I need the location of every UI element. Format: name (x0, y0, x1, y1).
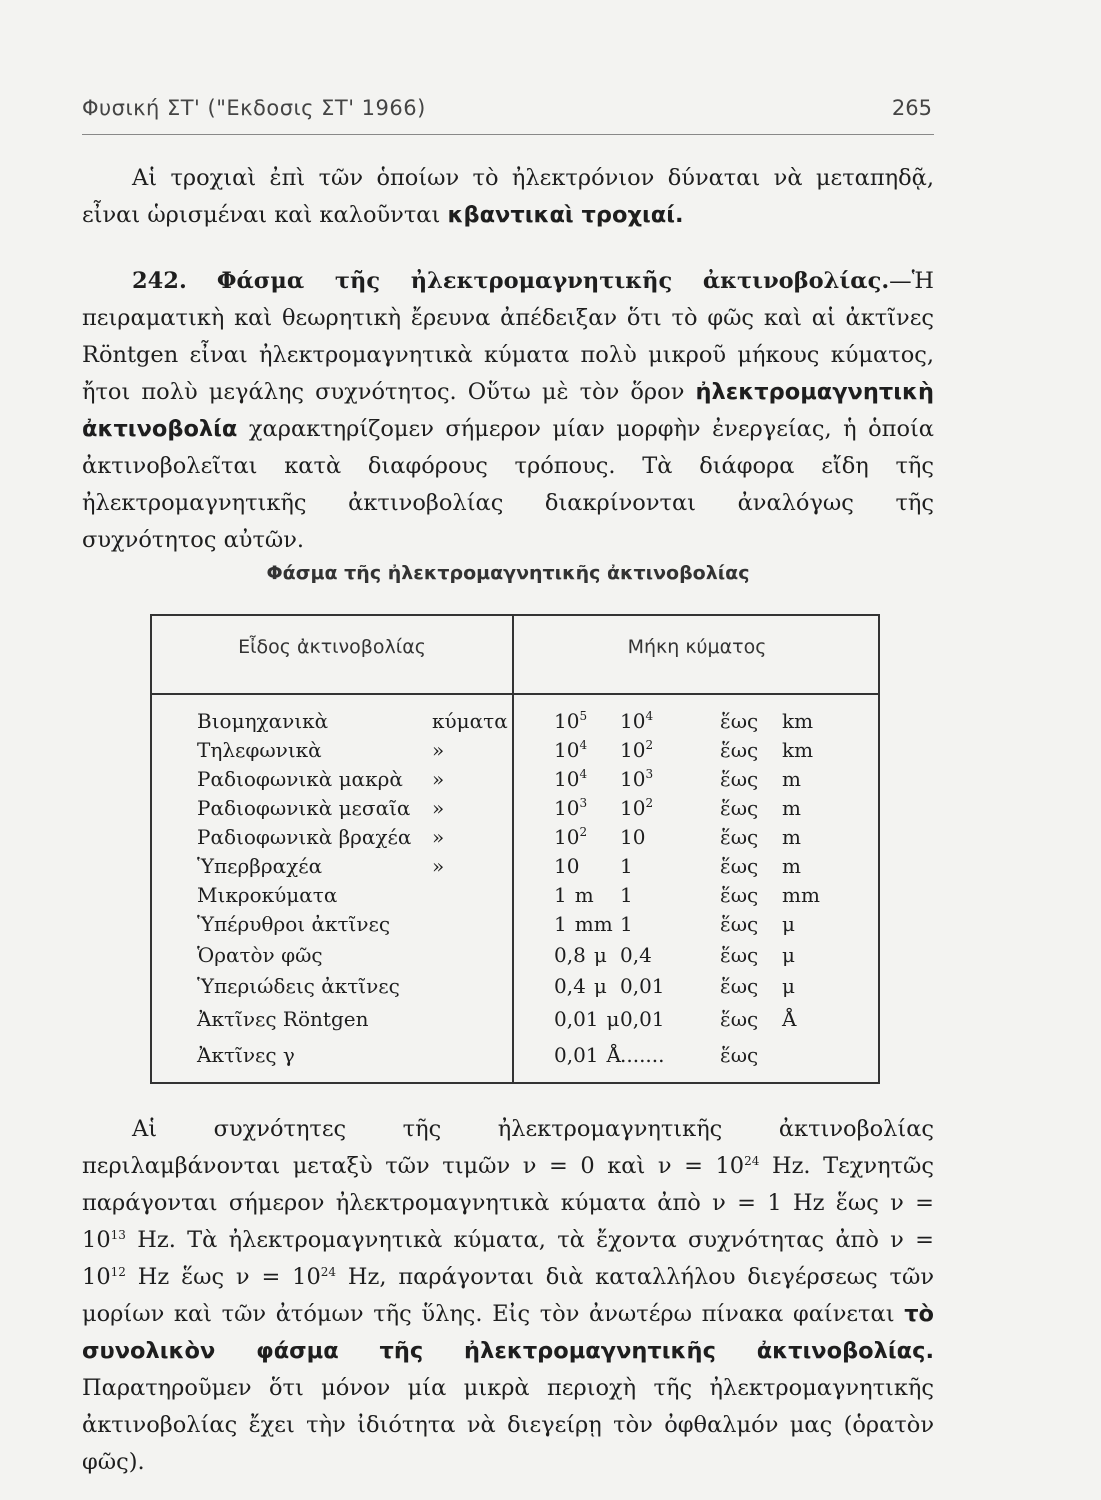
section-heading: Φάσμα τῆς ἠλεκτρομαγνητικῆς ἀκτινοβολίας. (216, 268, 890, 294)
paragraph-text: Παρατηροῦμεν ὅτι μόνον μία μικρὰ περιοχὴ τῆς ἠλεκτρομαγνητικῆς ἀκτινοβολίας ἔχει τὴν ἰδιότητα νὰ διεγείρῃ τὸν ὀφθαλμόν μας (ὁρατὸν φῶς). (82, 1375, 934, 1475)
radiation-type: Βιομηχανικὰ (197, 709, 329, 733)
section-number: 242. (132, 268, 187, 294)
table-row (152, 1004, 882, 1034)
value-base: 10 (620, 767, 646, 791)
wavelength-unit: km (782, 709, 814, 733)
range-word: ἕως (720, 883, 759, 907)
wavelength-from (554, 793, 595, 823)
table-row (152, 764, 882, 794)
wavelength-unit: km (782, 738, 814, 762)
wavelength-from (554, 1040, 621, 1070)
range-word: ἕως (720, 1007, 759, 1031)
range-word: ἕως (720, 825, 759, 849)
radiation-type: Ὑπέρυθροι ἀκτῖνες (197, 912, 391, 936)
value-unit: Å (606, 1043, 621, 1067)
wavelength-to (620, 971, 665, 1001)
value-base: 10 (554, 738, 580, 762)
header-divider (152, 693, 878, 695)
wavelength-unit: mm (782, 883, 820, 907)
exponent: 3 (645, 767, 654, 781)
running-header (82, 96, 932, 132)
ditto-mark: » (432, 825, 445, 849)
radiation-type: Μικροκύματα (197, 883, 338, 907)
value-base: ....... (620, 1043, 665, 1067)
value-base: 1 (554, 883, 567, 907)
exponent: 4 (579, 767, 588, 781)
table-row (152, 706, 882, 736)
value-base: 10 (554, 796, 580, 820)
paragraph-text: Hz. Τεχνητῶς παράγονται σήμερον ἠλεκτρομαγνητικὰ κύματα ἀπὸ ν = 1 Hz ἕως ν = 10 (82, 1153, 934, 1253)
value-base: 10 (620, 825, 646, 849)
value-unit: μ (593, 974, 607, 998)
exponent: 2 (645, 796, 654, 810)
wavelength-to (620, 822, 645, 852)
exponent: 2 (579, 825, 588, 839)
range-word: ἕως (720, 738, 759, 762)
wavelength-unit: μ (782, 912, 795, 936)
value-base: 0,8 (554, 943, 586, 967)
wavelength-from (554, 851, 587, 881)
radiation-type: Τηλεφωνικὰ (197, 738, 322, 762)
radiation-type: Ἀκτῖνες γ (197, 1043, 295, 1067)
range-word: ἕως (720, 767, 759, 791)
table-caption: Φάσμα τῆς ἠλεκτρομαγνητικῆς ἀκτινοβολίας (266, 562, 750, 584)
section-text-a: —Ἡ πειραματικὴ καὶ θεωρητικὴ ἔρευνα ἀπέδειξαν ὅτι τὸ φῶς καὶ αἱ ἀκτῖνες Röntgen εἶναι ἠλεκτρομαγνητικὰ κύματα πολὺ μικροῦ μήκους κύματος, ἤτοι πολὺ μεγάλης συχνότητος. Οὕτω μὲ τὸν ὅρον (82, 268, 934, 405)
bold-term: κβαντικαὶ τροχιαί. (447, 202, 684, 228)
wavelength-unit: m (782, 767, 801, 791)
spectrum-table (150, 614, 880, 1084)
range-word: ἕως (720, 854, 759, 878)
wavelength-to (620, 764, 653, 794)
ditto-mark: » (432, 767, 445, 791)
wavelength-from (554, 909, 613, 939)
value-base: 0,4 (620, 943, 652, 967)
wavelength-to (620, 735, 653, 765)
value-base: 10 (620, 796, 646, 820)
bold-term: τὸ συνολικὸν φάσμα τῆς ἠλεκτρομαγνητικῆς ἀκτινοβολίας. (82, 1301, 935, 1364)
wavelength-to (620, 706, 653, 736)
radiation-type: Ὁρατὸν φῶς (197, 943, 323, 967)
ditto-mark: » (432, 738, 445, 762)
value-base: 0,01 (620, 974, 665, 998)
wavelength-from (554, 822, 595, 852)
wavelength-unit: m (782, 796, 801, 820)
paragraph-text: Hz, παράγονται διὰ καταλλήλου διεγέρσεως τῶν μορίων καὶ τῶν ἀτόμων τῆς ὕλης. Εἰς τὸν ἀνωτέρω πίνακα φαίνεται (82, 1264, 934, 1327)
value-base: 0,01 (554, 1007, 599, 1031)
ditto-mark: » (432, 854, 445, 878)
exponent: 2 (645, 738, 654, 752)
wavelength-from (554, 971, 607, 1001)
exponent: 24 (320, 1265, 337, 1279)
table-row (152, 793, 882, 823)
wavelength-unit: Å (782, 1007, 797, 1031)
radiation-type: Ραδιοφωνικὰ μεσαῖα (197, 796, 411, 820)
header-title: Φυσική ΣΤ' ("Εκδοσις ΣΤ' 1966) (82, 96, 426, 120)
wavelength-to (620, 1004, 665, 1034)
paragraph-quantum-orbits (82, 160, 934, 234)
exponent: 5 (579, 709, 588, 723)
wavelength-to (620, 851, 633, 881)
value-base: 1 (620, 912, 633, 936)
range-word: ἕως (720, 709, 759, 733)
value-base: 10 (554, 709, 580, 733)
page-number: 265 (891, 96, 932, 120)
ditto-mark: κύματα (432, 709, 508, 733)
value-base: 0,4 (554, 974, 586, 998)
value-base: 10 (554, 767, 580, 791)
paragraph-text: Hz. Τὰ ἠλεκτρομαγνητικὰ κύματα, τὰ ἔχοντα συχνότητας ἀπὸ ν = 10 (82, 1227, 934, 1290)
wavelength-from (554, 764, 595, 794)
range-word: ἕως (720, 796, 759, 820)
value-base: 0,01 (620, 1007, 665, 1031)
ditto-mark: » (432, 796, 445, 820)
value-base: 1 (620, 883, 633, 907)
exponent: 13 (110, 1228, 126, 1242)
wavelength-to (620, 793, 653, 823)
table-row (152, 735, 882, 765)
exponent: 24 (744, 1154, 760, 1168)
table-row (152, 971, 882, 1001)
wavelength-unit: m (782, 825, 801, 849)
table-row (152, 880, 882, 910)
table-row (152, 909, 882, 939)
radiation-type: Ὑπεριώδεις ἀκτῖνες (197, 974, 400, 998)
value-unit: mm (574, 912, 613, 936)
radiation-type: Ραδιοφωνικὰ μακρὰ (197, 767, 403, 791)
wavelength-unit: m (782, 854, 801, 878)
table-row (152, 1040, 882, 1070)
wavelength-to (620, 880, 633, 910)
value-base: 10 (554, 825, 580, 849)
value-base: 1 (620, 854, 633, 878)
column-header-wavelength: Μήκη κύματος (627, 636, 767, 658)
header-rule (82, 134, 934, 135)
wavelength-from (554, 1004, 620, 1034)
wavelength-to (620, 909, 633, 939)
wavelength-unit: μ (782, 974, 795, 998)
exponent: 4 (579, 738, 588, 752)
range-word: ἕως (720, 974, 759, 998)
exponent: 3 (579, 796, 588, 810)
exponent: 12 (110, 1265, 126, 1279)
radiation-type: Ὑπερβραχέα (197, 854, 323, 878)
paragraph-text: Αἱ τροχιαὶ ἐπὶ τῶν ὁποίων τὸ ἠλεκτρόνιον δύναται νὰ μεταπηδᾷ, εἶναι ὡρισμέναι καὶ καλοῦνται (82, 165, 934, 228)
wavelength-to (620, 940, 652, 970)
radiation-type: Ραδιοφωνικὰ βραχέα (197, 825, 412, 849)
range-word: ἕως (720, 943, 759, 967)
table-row (152, 851, 882, 881)
section-text-b: χαρακτηρίζομεν σήμερον μίαν μορφὴν ἐνεργείας, ἡ ὁποία ἀκτινοβολεῖται κατὰ διαφόρους τρόπους. Τὰ διάφορα εἴδη τῆς ἠλεκτρομαγνητικῆς ἀκτινοβολίας διακρίνονται ἀναλόγως τῆς συχνότητος αὐτῶν. (82, 416, 935, 553)
bold-term: ἠλεκτρομαγνητικὴ ἀκτινοβολία (82, 379, 935, 442)
wavelength-from (554, 940, 607, 970)
value-base: 10 (620, 738, 646, 762)
value-base: 1 (554, 912, 567, 936)
exponent: 4 (645, 709, 654, 723)
paragraph-frequencies (82, 1111, 934, 1481)
value-base: 10 (554, 854, 580, 878)
wavelength-from (554, 706, 595, 736)
wavelength-unit: μ (782, 943, 795, 967)
wavelength-to (620, 1040, 665, 1070)
wavelength-from (554, 880, 594, 910)
column-header-type: Εἶδος ἀκτινοβολίας (238, 636, 426, 658)
paragraph-text: Hz ἕως ν = 10 (125, 1264, 321, 1290)
table-row (152, 822, 882, 852)
table-row (152, 940, 882, 970)
value-base: 10 (620, 709, 646, 733)
radiation-type: Ἀκτῖνες Röntgen (197, 1007, 369, 1031)
value-unit: μ (606, 1007, 620, 1031)
section-242 (82, 263, 934, 559)
paragraph-text: Αἱ συχνότητες τῆς ἠλεκτρομαγνητικῆς ἀκτινοβολίας περιλαμβάνονται μεταξὺ τῶν τιμῶν ν = 0 καὶ ν = 10 (82, 1116, 934, 1179)
range-word: ἕως (720, 1043, 759, 1067)
range-word: ἕως (720, 912, 759, 936)
wavelength-from (554, 735, 595, 765)
value-unit: m (574, 883, 594, 907)
value-base: 0,01 (554, 1043, 599, 1067)
value-unit: μ (593, 943, 607, 967)
